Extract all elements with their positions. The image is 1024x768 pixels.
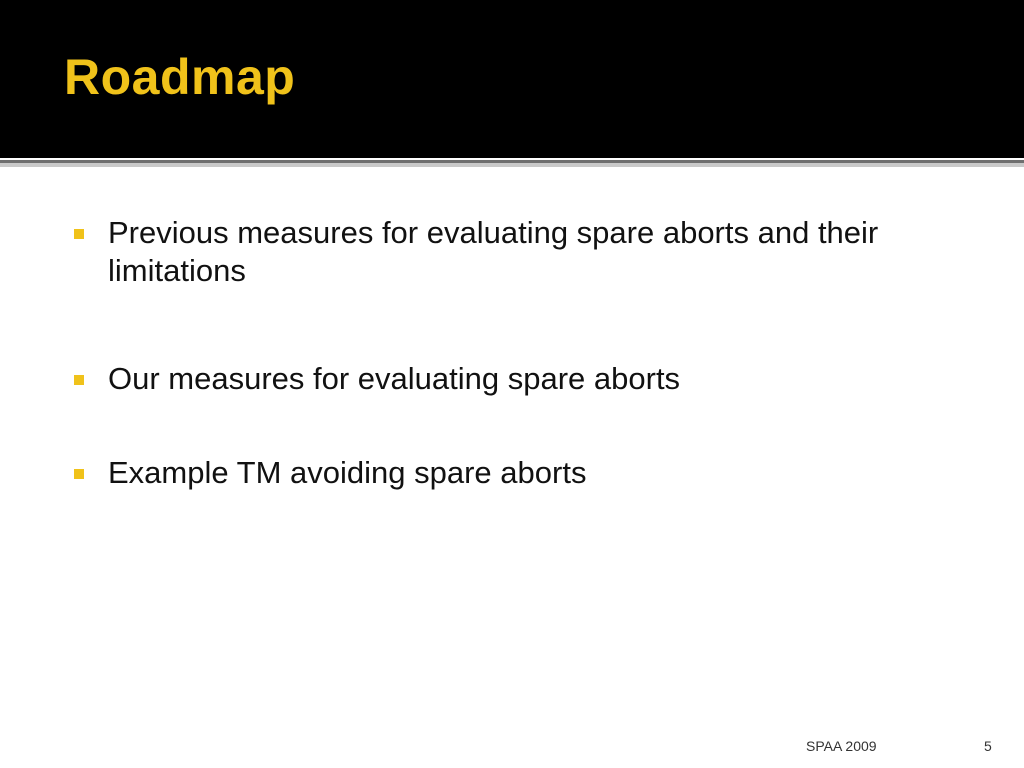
- slide-title: Roadmap: [64, 49, 296, 105]
- bullet-square-icon: [74, 469, 84, 479]
- footer-conference: SPAA 2009: [806, 738, 877, 754]
- title-divider-shadow: [0, 163, 1024, 167]
- footer-page-number: 5: [984, 738, 992, 754]
- title-bar: [0, 0, 1024, 158]
- bullet-square-icon: [74, 375, 84, 385]
- bullet-text: Our measures for evaluating spare aborts: [108, 361, 681, 396]
- bullet-square-icon: [74, 229, 84, 239]
- bullet-text: Previous measures for evaluating spare aborts and their limitations: [108, 215, 879, 288]
- bullet-text: Example TM avoiding spare aborts: [108, 455, 587, 490]
